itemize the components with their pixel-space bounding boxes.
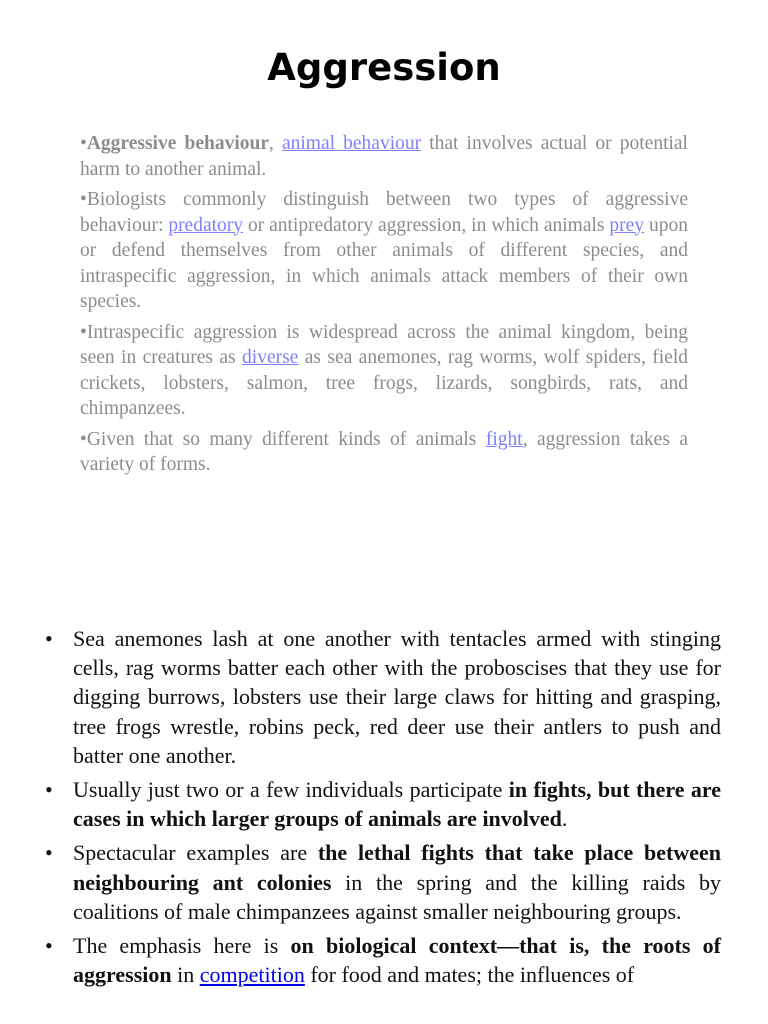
bold-term: Aggressive behaviour [86, 133, 269, 154]
text: . [561, 806, 568, 832]
text: Biologists commonly distinguish between two types of aggressive behaviour: [80, 189, 688, 236]
bullet: • [80, 189, 87, 210]
list-item [0, 931, 721, 989]
text: upon or defend themselves from other animals of different species, and intraspecific aggression, in which animals attack members of their own species. [80, 214, 688, 312]
bullet: • [80, 133, 87, 154]
intro-paragraph-2 [80, 187, 688, 315]
text: Sea anemones lash at one another with tentacles armed with stinging cells, rag worms batter each other with the proboscises that they use for digging burrows, lobsters use their large claws for hitting and grasping, tree frogs wrestle, robins peck, red deer use their antlers to push and batter one another. [73, 626, 721, 768]
text: Usually just two or a few individuals participate [73, 777, 509, 803]
intro-section [80, 131, 688, 483]
bold-text: on biological context—that is, the roots of aggression [73, 933, 722, 988]
text: , [268, 133, 274, 154]
text: , aggression takes a variety of forms. [80, 428, 689, 475]
link-prey[interactable]: prey [609, 214, 645, 236]
text: Given that so many different kinds of animals [86, 428, 486, 450]
text: in the spring and the killing raids by coalitions of male chimpanzees against smaller neighbouring groups. [73, 869, 721, 924]
detail-list [0, 624, 768, 994]
text: for food and mates; the influences of [304, 962, 635, 988]
bold-text: in fights, but there are cases in which larger groups of animals are involved [73, 777, 722, 832]
bold-text: the lethal fights that take place between neighbouring ant colonies [73, 840, 721, 895]
link-competition[interactable]: competition [199, 962, 305, 988]
text: as sea anemones, rag worms, wolf spiders, field crickets, lobsters, salmon, tree frogs, lizards, songbirds, rats, and chimpanzees. [80, 347, 688, 419]
text: Intraspecific aggression is widespread across the animal kingdom, being seen in creatures as [80, 321, 688, 368]
list-item [0, 624, 721, 770]
text: in [171, 962, 200, 988]
page-title: Aggression [267, 46, 501, 89]
intro-paragraph-3 [80, 320, 688, 422]
link-diverse[interactable]: diverse [242, 347, 299, 368]
bullet: • [80, 428, 87, 450]
text: The emphasis here is [73, 933, 291, 959]
text: or antipredatory aggression, in which animals [243, 214, 610, 236]
link-fight[interactable]: fight [485, 428, 523, 450]
link-predatory[interactable]: predatory [168, 214, 244, 236]
text: Spectacular examples are [73, 840, 318, 866]
list-item [0, 775, 721, 833]
bullet: • [80, 321, 87, 343]
link-animal-behaviour[interactable]: animal behaviour [281, 133, 422, 154]
list-item [0, 838, 721, 926]
intro-paragraph-1 [80, 131, 688, 182]
text: that involves actual or potential harm to another animal. [80, 133, 688, 180]
intro-paragraph-4 [80, 427, 688, 478]
